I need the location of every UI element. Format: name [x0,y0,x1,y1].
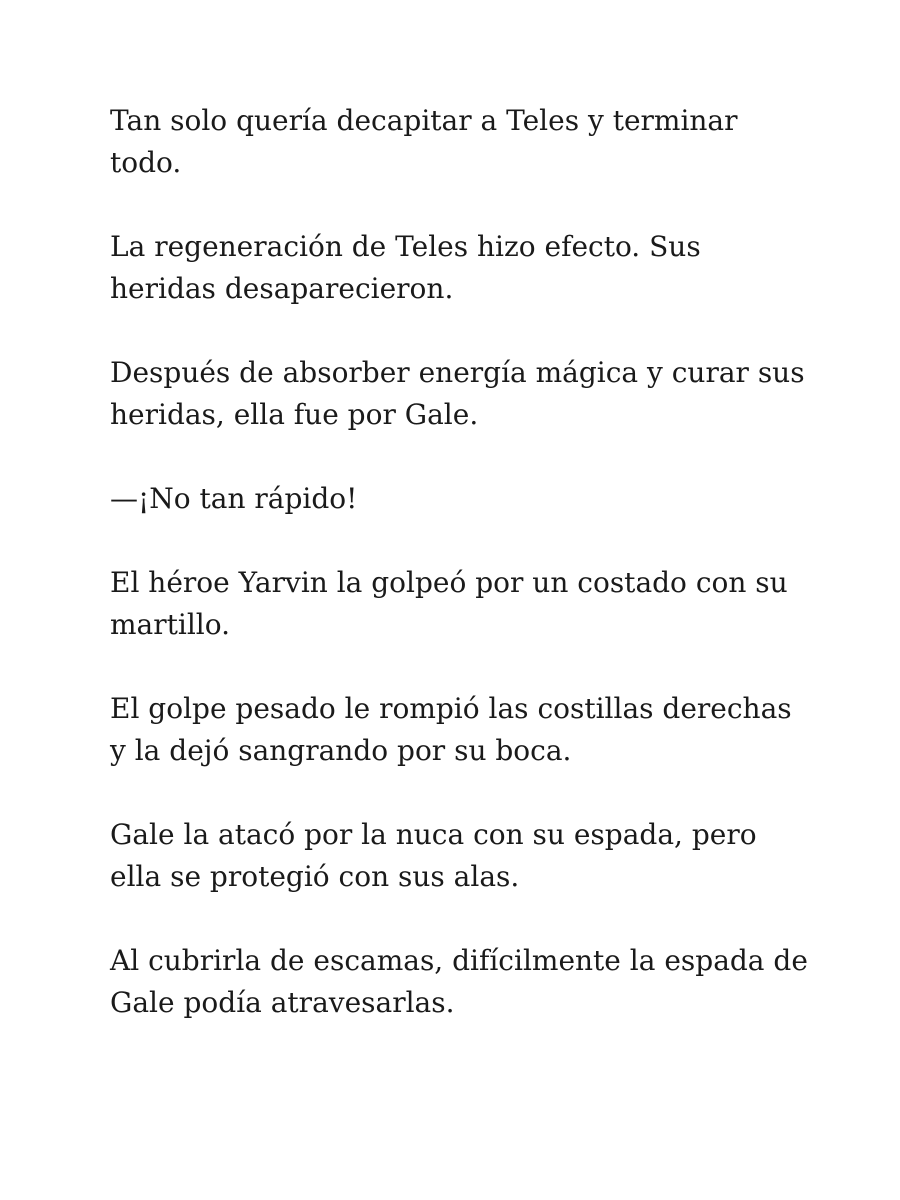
paragraph-line: El golpe pesado le rompió las costillas derechas [110,692,792,725]
paragraph-line: Después de absorber energía mágica y curar sus [110,356,805,389]
paragraph-3 [110,352,810,436]
paragraph-line: todo. [110,146,182,179]
paragraph-line: y la dejó sangrando por su boca. [110,734,572,767]
paragraph-line: La regeneración de Teles hizo efecto. Sus [110,230,701,263]
paragraph-line: martillo. [110,608,231,641]
paragraph-8 [110,940,810,1024]
paragraph-line: ella se protegió con sus alas. [110,860,520,893]
paragraph-1 [110,100,810,184]
paragraph-line: El héroe Yarvin la golpeó por un costado con su [110,566,788,599]
paragraph-5 [110,562,810,646]
document-page [110,100,810,1066]
paragraph-4 [110,478,810,520]
paragraph-line: —¡No tan rápido! [110,482,358,515]
paragraph-line: Gale la atacó por la nuca con su espada, pero [110,818,757,851]
paragraph-line: Gale podía atravesarlas. [110,986,455,1019]
paragraph-6 [110,688,810,772]
paragraph-line: heridas, ella fue por Gale. [110,398,479,431]
paragraph-2 [110,226,810,310]
paragraph-line: Al cubrirla de escamas, difícilmente la espada de [110,944,808,977]
paragraph-line: Tan solo quería decapitar a Teles y terminar [110,104,738,137]
paragraph-7 [110,814,810,898]
paragraph-line: heridas desaparecieron. [110,272,454,305]
